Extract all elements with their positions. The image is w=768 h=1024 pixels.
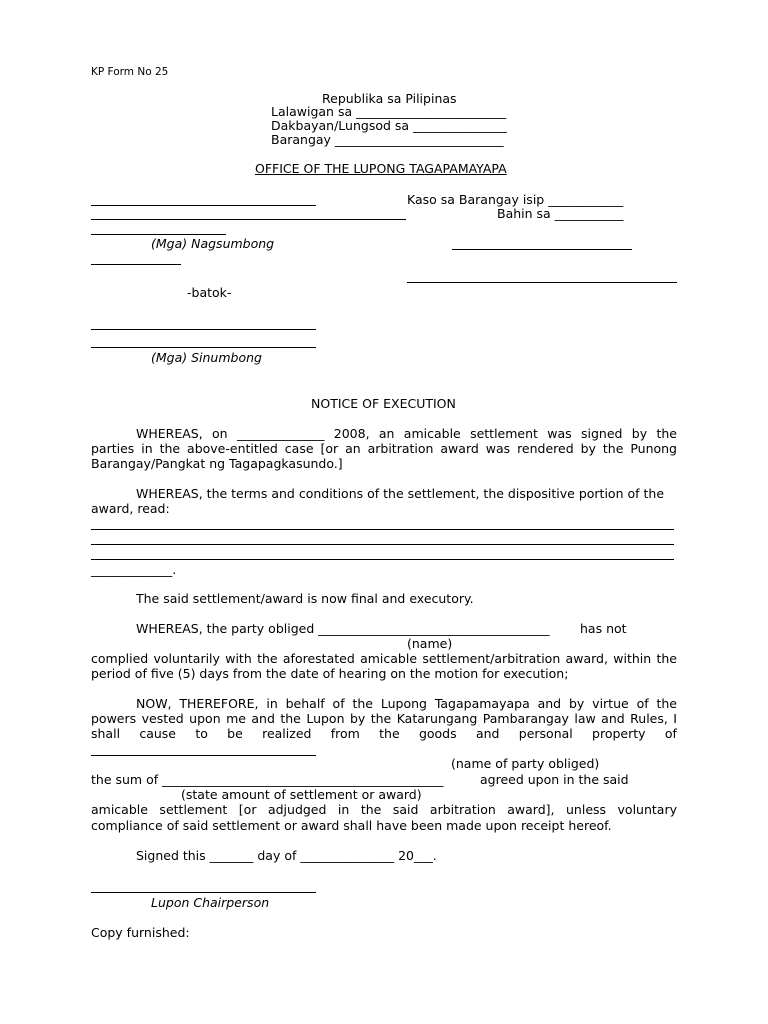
province-line: Lalawigan sa ________________________	[271, 104, 507, 119]
para4-line3: period of five (5) days from the date of hearing on the motion for execution;	[91, 666, 569, 681]
para1-line3: Barangay/Pangkat ng Tagapagkasundo.]	[91, 456, 343, 471]
para1-line2: parties in the above-entitled case [or an arbitration award was rendered by the Punong	[91, 441, 677, 456]
complainant-blank-1	[91, 205, 316, 206]
para4-line1-a: WHEREAS, the party obliged _____________________________________	[136, 621, 550, 636]
office-title: OFFICE OF THE LUPONG TAGAPAMAYAPA	[255, 161, 507, 176]
signed-line: Signed this _______ day of _______________ 20___.	[136, 848, 437, 863]
para5-line3-word: personal	[518, 726, 573, 741]
party-obliged-caption: (name of party obliged)	[451, 756, 600, 771]
para5-line3-word: the	[379, 726, 400, 741]
para5-line3-word: from	[330, 726, 360, 741]
para5-line7: compliance of said settlement or award shall have been made upon receipt hereof.	[91, 818, 612, 833]
para2-line1: WHEREAS, the terms and conditions of the settlement, the dispositive portion of the	[136, 486, 665, 501]
para5-line3-word: of	[664, 726, 677, 741]
para5-line3-word: cause	[139, 726, 177, 741]
para2-line2: award, read:	[91, 501, 170, 516]
republic-heading: Republika sa Pilipinas	[322, 91, 457, 106]
chairperson-caption: Lupon Chairperson	[151, 895, 270, 910]
award-blank-end: _____________.	[91, 562, 177, 577]
amount-caption: (state amount of settlement or award)	[181, 787, 422, 802]
copy-furnished-label: Copy furnished:	[91, 925, 190, 940]
barangay-line: Barangay ___________________________	[271, 132, 504, 147]
city-line: Dakbayan/Lungsod sa _______________	[271, 118, 507, 133]
party-name-caption: (name)	[407, 636, 453, 651]
para5-line1: NOW, THEREFORE, in behalf of the Lupong Tagapamayapa and by virtue of the	[136, 696, 677, 711]
para5-line3-word: realized	[262, 726, 312, 741]
versus-label: -batok-	[187, 285, 232, 300]
para5-line2: powers vested upon me and the Lupon by the Katarungang Pambarangay law and Rules, I	[91, 711, 677, 726]
case-blank-2	[407, 282, 677, 283]
complainants-caption: (Mga) Nagsumbong	[151, 236, 275, 251]
award-blank-1	[91, 529, 674, 530]
para5-line3-word: and	[475, 726, 500, 741]
para5-line3-word: goods	[418, 726, 457, 741]
notice-title: NOTICE OF EXECUTION	[311, 396, 456, 411]
sum-line-b: agreed upon in the said	[480, 772, 629, 787]
para5-line3-word: be	[227, 726, 243, 741]
respondent-blank-1	[91, 329, 316, 330]
complainant-blank-4	[91, 264, 181, 265]
signature-line	[91, 892, 316, 893]
para5-line3-word: to	[195, 726, 208, 741]
sum-line-a: the sum of _____________________________________________	[91, 772, 444, 787]
case-section-line: Bahin sa ___________	[497, 206, 624, 221]
respondents-caption: (Mga) Sinumbong	[151, 350, 262, 365]
complainant-blank-3	[91, 234, 226, 235]
para5-line3-word: shall	[91, 726, 121, 741]
form-number: KP Form No 25	[91, 66, 169, 78]
respondent-blank-2	[91, 347, 316, 348]
case-number-line: Kaso sa Barangay isip ____________	[407, 192, 624, 207]
award-blank-2	[91, 544, 674, 545]
para4-line2: complied voluntarily with the aforestated amicable settlement/arbitration award, within the	[91, 651, 677, 666]
para1-line1: WHEREAS, on ______________ 2008, an amicable settlement was signed by the	[136, 426, 677, 441]
case-blank-1	[452, 249, 632, 250]
award-blank-3	[91, 559, 674, 560]
para5-line3-word: property	[592, 726, 646, 741]
complainant-blank-2	[91, 219, 406, 220]
para3: The said settlement/award is now final and executory.	[136, 591, 474, 606]
para4-line1-b: has not	[580, 621, 627, 636]
party-obliged-blank	[91, 755, 316, 756]
para5-line3	[91, 726, 677, 741]
para5-line6: amicable settlement [or adjudged in the said arbitration award], unless voluntary	[91, 802, 677, 817]
